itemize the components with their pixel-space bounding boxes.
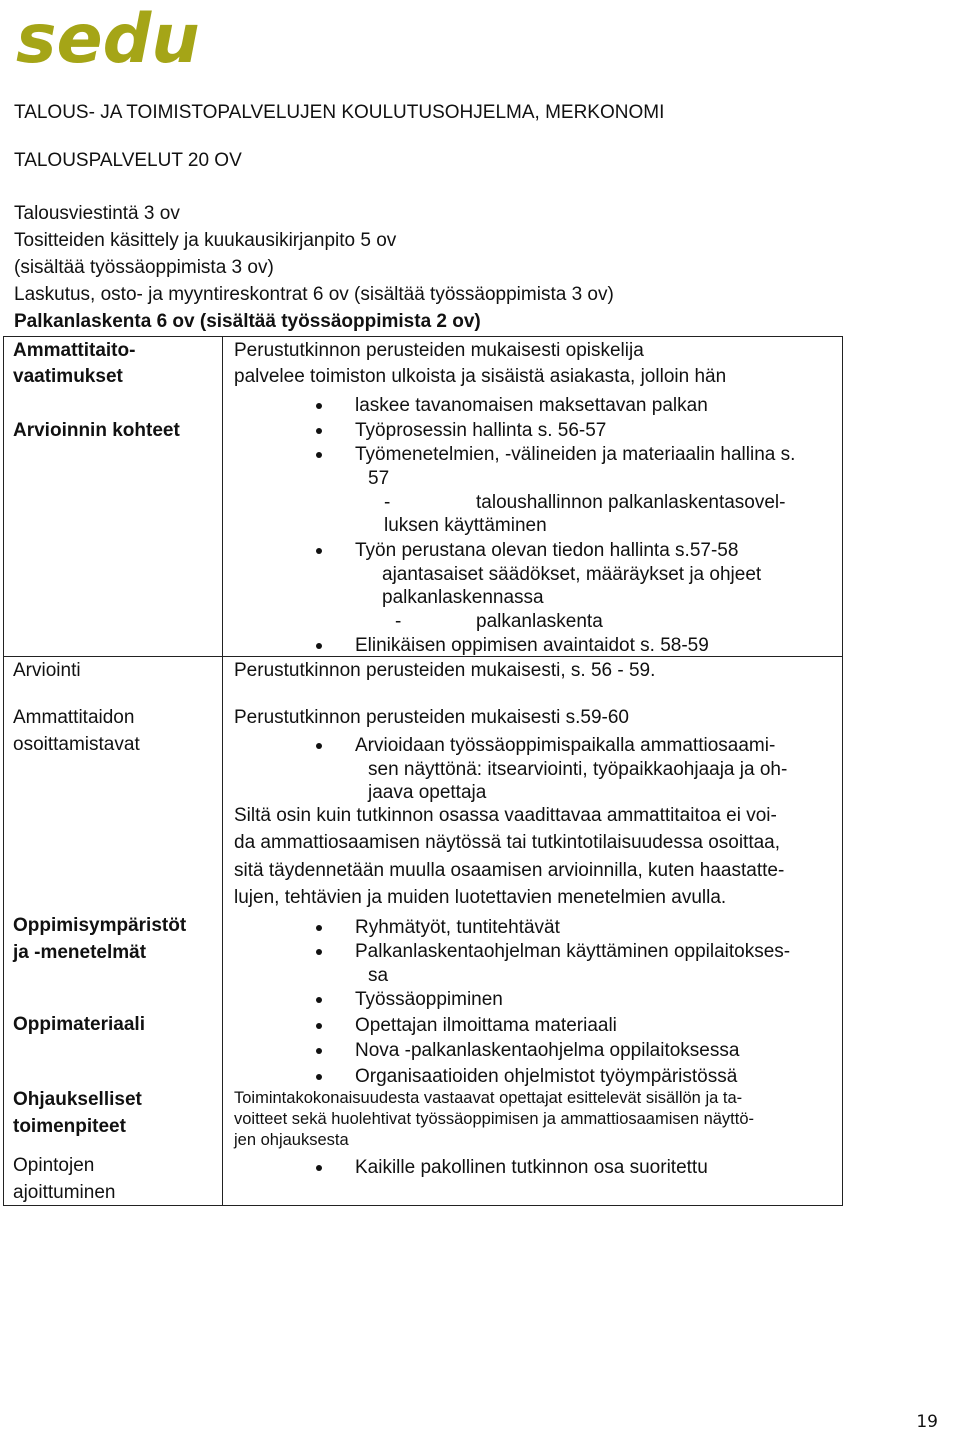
logo-text: sedu (16, 4, 200, 72)
assessment-subitem: taloushallinnon palkanlaskentasovel- (476, 492, 786, 513)
page-number: 19 (916, 1412, 938, 1432)
assessment-text: Perustutkinnon perusteiden mukaisesti, s. 56 - 59. (234, 660, 656, 681)
requirements-intro: Perustutkinnon perusteiden mukaisesti opiskelija (234, 340, 644, 361)
material-item: Opettajan ilmoittama materiaali (355, 1015, 617, 1036)
bullet-icon (316, 1023, 322, 1029)
dash-mark: - (384, 492, 391, 513)
bullet-icon (316, 743, 322, 749)
assessment-subitem: ajantasaiset säädökset, määräykset ja ohjeet (382, 564, 762, 585)
assessment-subitem: palkanlaskenta (476, 611, 603, 632)
demonstration-item-cont: sen näyttönä: itsearviointi, työpaikkaohjaaja ja oh- (368, 759, 788, 780)
requirements-intro-2: palvelee toimiston ulkoista ja sisäistä asiakasta, jolloin hän (234, 366, 727, 387)
timing-item: Kaikille pakollinen tutkinnon osa suoritettu (355, 1157, 708, 1178)
assessment-target: Työn perustana olevan tiedon hallinta s.57-58 (355, 540, 739, 561)
bullet-icon (316, 403, 322, 409)
label-oppimisymparistot: Oppimisympäristöt (13, 915, 187, 936)
material-item: Nova -palkanlaskentaohjelma oppilaitoksessa (355, 1040, 740, 1061)
demonstration-intro: Perustutkinnon perusteiden mukaisesti s.59-60 (234, 707, 630, 728)
label-arvioinnin-kohteet: Arvioinnin kohteet (13, 420, 180, 441)
assessment-subitem-cont: luksen käyttäminen (384, 515, 547, 536)
bullet-icon (316, 1074, 322, 1080)
label-ohjaukselliset: Ohjaukselliset (13, 1089, 142, 1110)
assessment-target: Työmenetelmien, -välineiden ja materiaalin hallina s. (355, 444, 796, 465)
assessment-target: Elinikäisen oppimisen avaintaidot s. 58-59 (355, 635, 709, 656)
requirement-item: laskee tavanomaisen maksettavan palkan (355, 395, 708, 416)
label-ammattitaitovaatimukset-2: vaatimukset (13, 366, 123, 387)
intro-line: Tositteiden käsittely ja kuukausikirjanpito 5 ov (14, 230, 397, 251)
dash-mark: - (395, 611, 402, 632)
guidance-text: jen ohjauksesta (234, 1131, 349, 1149)
sedu-logo (14, 4, 214, 72)
bullet-icon (316, 1048, 322, 1054)
label-ajoittuminen: Opintojen (13, 1155, 95, 1176)
demonstration-paragraph: da ammattiosaamisen näytössä tai tutkintotilaisuudessa osoittaa, (234, 832, 781, 853)
assessment-target: Työprosessin hallinta s. 56-57 (355, 420, 607, 441)
label-ohjaukselliset-2: toimenpiteet (13, 1116, 126, 1137)
bullet-icon (316, 997, 322, 1003)
demonstration-item: Arvioidaan työssäoppimispaikalla ammattiosaami- (355, 735, 776, 756)
demonstration-paragraph: Siltä osin kuin tutkinnon osassa vaadittavaa ammattitaitoa ei voi- (234, 805, 777, 826)
guidance-text: voitteet sekä huolehtivat työssäoppimisen ja ammattiosaamisen näyttö- (234, 1110, 755, 1128)
label-oppimisymparistot-2: ja -menetelmät (13, 942, 147, 963)
page-subtitle: TALOUSPALVELUT 20 OV (14, 150, 242, 171)
label-osoittamistavat: Ammattitaidon (13, 707, 135, 728)
intro-line: (sisältää työssäoppimista 3 ov) (14, 257, 274, 278)
demonstration-paragraph: lujen, tehtävien ja muiden luotettavien menetelmien avulla. (234, 887, 727, 908)
intro-line: Talousviestintä 3 ov (14, 203, 180, 224)
label-ajoittuminen-2: ajoittuminen (13, 1182, 116, 1203)
material-item: Organisaatioiden ohjelmistot työympäristössä (355, 1066, 738, 1087)
assessment-subitem: palkanlaskennassa (382, 587, 544, 608)
learning-method: Palkanlaskentaohjelman käyttäminen oppilaitokses- (355, 941, 791, 962)
bullet-icon (316, 949, 322, 955)
bullet-icon (316, 548, 322, 554)
demonstration-item-cont: jaava opettaja (368, 782, 487, 803)
intro-line-bold: Palkanlaskenta 6 ov (sisältää työssäoppimista 2 ov) (14, 311, 481, 332)
bullet-icon (316, 925, 322, 931)
label-oppimateriaali: Oppimateriaali (13, 1014, 145, 1035)
label-arviointi: Arviointi (13, 660, 81, 681)
guidance-text: Toimintakokonaisuudesta vastaavat opettajat esittelevät sisällön ja ta- (234, 1089, 743, 1107)
label-ammattitaitovaatimukset: Ammattitaito- (13, 340, 136, 361)
demonstration-paragraph: sitä täydennetään muulla osaamisen arvioinnilla, kuten haastatte- (234, 860, 785, 881)
page-title: TALOUS- JA TOIMISTOPALVELUJEN KOULUTUSOHJELMA, MERKONOMI (14, 102, 665, 123)
learning-method: Ryhmätyöt, tuntitehtävät (355, 917, 560, 938)
bullet-icon (316, 428, 322, 434)
bullet-icon (316, 1165, 322, 1171)
bullet-icon (316, 452, 322, 458)
bullet-icon (316, 643, 322, 649)
intro-line: Laskutus, osto- ja myyntireskontrat 6 ov (sisältää työssäoppimista 3 ov) (14, 284, 614, 305)
assessment-target-cont: 57 (368, 468, 390, 489)
label-osoittamistavat-2: osoittamistavat (13, 734, 140, 755)
learning-method-cont: sa (368, 965, 389, 986)
learning-method: Työssäoppiminen (355, 989, 503, 1010)
